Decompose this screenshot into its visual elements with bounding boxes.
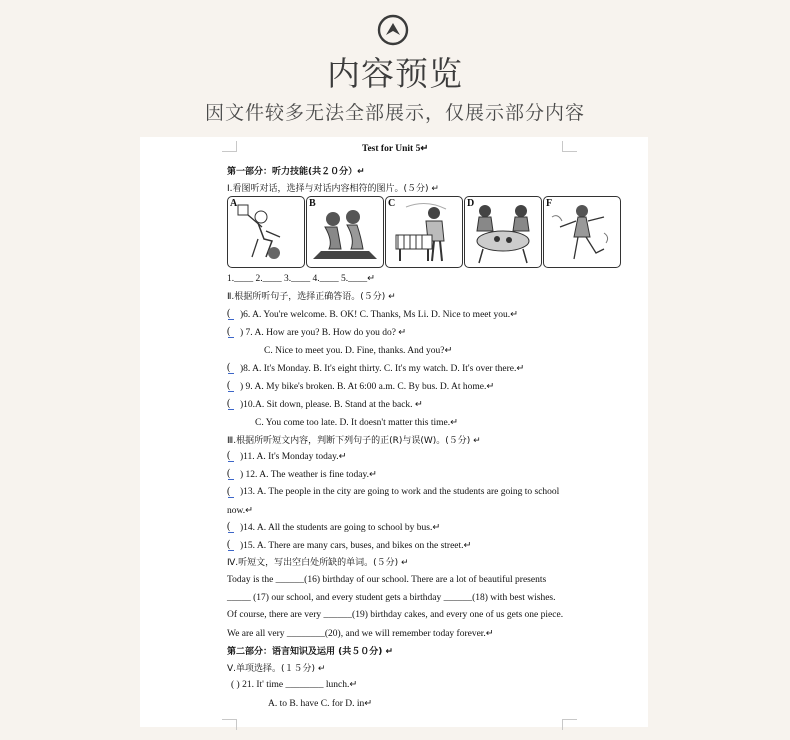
part2-heading: 第二部分：语言知识及运用 (共５０分) ↵	[227, 647, 394, 657]
family-at-table-icon	[465, 197, 541, 267]
question-10-options: C. You come too late. D. It doesn't matter this time.↵	[255, 418, 459, 428]
passage-line-4: We are all very ________(20), and we will remember today forever.↵	[227, 629, 494, 639]
preview-title: 内容预览	[327, 54, 463, 93]
page-corner-mark	[562, 141, 577, 152]
picture-c	[385, 196, 463, 268]
picture-f	[543, 196, 621, 268]
question-15: )15. A. There are many cars, buses, and bikes on the street.↵	[240, 541, 472, 551]
section4-instruction: Ⅳ.听短文，写出空白处所缺的单词。(５分) ↵	[227, 558, 409, 568]
picture-b	[306, 196, 384, 268]
question-11: )11. A. It's Monday today.↵	[240, 452, 347, 462]
document-title: Test for Unit 5↵	[362, 144, 429, 154]
up-arrow-circle-icon	[377, 14, 409, 46]
answer-paren: (	[227, 308, 236, 319]
answer-paren: (	[227, 380, 236, 391]
section5-instruction: Ⅴ.单项选择。(１５分) ↵	[227, 664, 326, 674]
picture-options	[227, 196, 621, 268]
page-corner-mark	[562, 719, 577, 730]
section2-instruction: Ⅱ.根据所听句子，选择正确答语。(５分) ↵	[227, 292, 396, 302]
passage-line-2: _____ (17) our school, and every student gets a birthday ______(18) with best wishes.	[227, 593, 556, 603]
dancing-girl-icon	[544, 197, 620, 267]
answer-line: 1.____ 2.____ 3.____ 4.____ 5.____↵	[227, 274, 376, 284]
picture-letter: A	[230, 198, 238, 209]
answer-paren: (	[227, 468, 236, 479]
question-12: ) 12. A. The weather is fine today.↵	[240, 470, 377, 480]
picture-d	[464, 196, 542, 268]
answer-paren: (	[227, 486, 236, 497]
picture-letter: D	[467, 198, 475, 209]
picture-letter: B	[309, 198, 316, 209]
question-8: )8. A. It's Monday. B. It's eight thirty. C. It's my watch. D. It's over there.↵	[240, 364, 525, 374]
question-10: )10.A. Sit down, please. B. Stand at the back. ↵	[240, 400, 423, 410]
section1-instruction: Ⅰ.看图听对话，选择与对话内容相符的图片。(５分) ↵	[227, 184, 439, 194]
question-21-options: A. to B. have C. for D. in↵	[268, 699, 373, 709]
page-corner-mark	[222, 719, 237, 730]
answer-paren: (	[227, 326, 236, 337]
question-13-continued: now.↵	[227, 506, 254, 516]
boy-with-ball-icon	[228, 197, 304, 267]
picture-a	[227, 196, 305, 268]
children-playing-icon	[307, 197, 383, 267]
part1-heading: 第一部分：听力技能(共２０分）↵	[227, 167, 365, 177]
page-corner-mark	[222, 141, 237, 152]
passage-line-3: Of course, there are very ______(19) birthday cakes, and every one of us gets one piece.	[227, 610, 564, 620]
document-page	[140, 137, 648, 727]
passage-line-1: Today is the ______(16) birthday of our school. There are a lot of beautiful presents	[227, 575, 547, 585]
question-9: ) 9. A. My bike's broken. B. At 6:00 a.m. C. By bus. D. At home.↵	[240, 382, 495, 392]
picture-letter: F	[546, 198, 553, 209]
answer-paren: (	[227, 450, 236, 461]
preview-subtitle: 因文件较多无法全部展示，仅展示部分内容	[204, 102, 585, 124]
question-21: ( ) 21. It' time ________ lunch.↵	[231, 680, 358, 690]
question-13: )13. A. The people in the city are going to work and the students are going to school	[240, 487, 560, 497]
picture-letter: C	[388, 198, 396, 209]
answer-paren: (	[227, 362, 236, 373]
section3-instruction: Ⅲ.根据所听短文内容，判断下列句子的正(R)与误(W)。(５分) ↵	[227, 436, 481, 446]
piano-player-icon	[386, 197, 462, 267]
question-6: )6. A. You're welcome. B. OK! C. Thanks, Ms Li. D. Nice to meet you.↵	[240, 310, 519, 320]
preview-header	[0, 0, 790, 135]
answer-paren: (	[227, 521, 236, 532]
question-7: ) 7. A. How are you? B. How do you do? ↵	[240, 328, 407, 338]
answer-paren: (	[227, 398, 236, 409]
question-14: )14. A. All the students are going to school by bus.↵	[240, 523, 441, 533]
answer-paren: (	[227, 539, 236, 550]
question-7-options: C. Nice to meet you. D. Fine, thanks. And you?↵	[264, 346, 453, 356]
